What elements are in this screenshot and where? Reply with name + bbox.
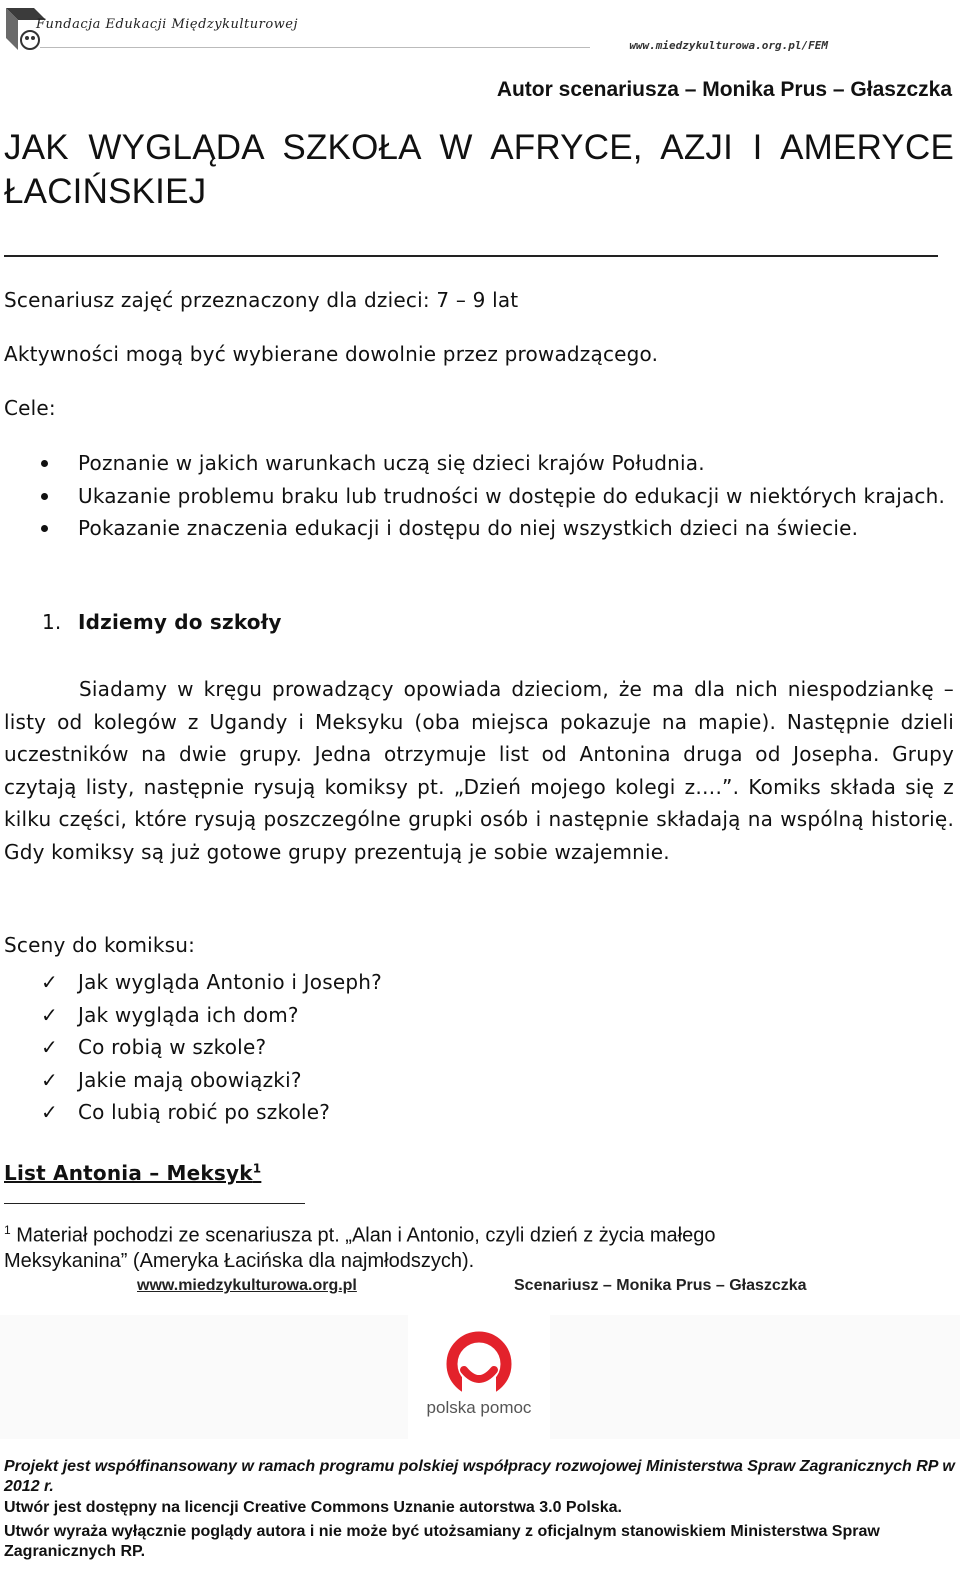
check-icon: ✓ bbox=[41, 1100, 58, 1124]
org-name: Fundacja Edukacji Międzykulturowej bbox=[36, 17, 299, 32]
footnote-divider bbox=[4, 1203, 305, 1204]
scenes-list bbox=[0, 966, 382, 1129]
legal-cofinancing: Projekt jest współfinansowany w ramach programu polskiej współpracy rozwojowej Ministerstwa Spraw Zagranicznych RP w 2012 r. bbox=[4, 1458, 955, 1495]
goals-label: Cele: bbox=[4, 396, 56, 420]
header-divider bbox=[40, 47, 590, 48]
polska-pomoc-text: polska pomoc bbox=[426, 1398, 532, 1417]
bullet-icon bbox=[41, 460, 48, 467]
section-body: Siadamy w kręgu prowadzący opowiada dzieciom, że ma dla nich niespodziankę – listy od kolegów z Ugandy i Meksyku (oba miejsca pokazuje na mapie). Następnie dzieli uczestników na dwie grupy. Jedna otrzymuje list od Antonina druga od Josepha. Grupy czytają listy, następnie rysują komiksy pt. „Dzień mojego kolegi z….”. Komiks składa się z kilku części, które rysują poszczególne grupki osób i następnie składają na wspólną historię. Gdy komiksy są już gotowe grupy prezentują je sobie wzajemnie. bbox=[4, 677, 954, 864]
section-title: Idziemy do szkoły bbox=[78, 610, 282, 634]
section-number: 1. bbox=[42, 610, 62, 634]
page-title: JAK WYGLĄDA SZKOŁA W AFRYCE, AZJI I AMERYCE ŁACIŃSKIEJ bbox=[4, 128, 954, 211]
footnote: $^1$ Materiał pochodzi ze scenariusza pt. „Alan i Antonio, czyli dzień z życia małego Meksykanina” (Ameryka Łacińska dla najmłodszych). bbox=[4, 1223, 716, 1272]
goals-list bbox=[0, 447, 960, 545]
check-icon: ✓ bbox=[41, 970, 58, 994]
activities-note: Aktywności mogą być wybierane dowolnie przez prowadzącego. bbox=[4, 342, 659, 366]
list-item: Ukazanie problemu braku lub trudności w dostępie do edukacji w niektórych krajach. bbox=[0, 480, 960, 513]
list-item: Pokazanie znaczenia edukacji i dostępu do niej wszystkich dzieci na świecie. bbox=[0, 512, 960, 545]
author-line: Autor scenariusza – Monika Prus – Głaszczka bbox=[496, 78, 952, 101]
letter-heading: List Antonia – Meksyk$^1$ bbox=[4, 1161, 262, 1185]
polska-pomoc-logo-icon bbox=[440, 1330, 518, 1400]
check-icon: ✓ bbox=[41, 1067, 58, 1092]
list-item: ✓ Jak wygląda ich dom? bbox=[0, 999, 382, 1032]
section-heading bbox=[42, 610, 282, 634]
legal-license: Utwór jest dostępny na licencji Creative Commons Uznanie autorstwa 3.0 Polska. bbox=[4, 1499, 622, 1516]
footnote-mark: 1 bbox=[4, 1223, 11, 1237]
check-icon: ✓ bbox=[41, 1002, 58, 1027]
legal-disclaimer: Utwór wyraża wyłącznie poglądy autora i nie może być utożsamiany z oficjalnym stanowiskiem Ministerstwa Spraw Zagranicznych RP. bbox=[4, 1523, 880, 1560]
scenes-heading: Sceny do komiksu: bbox=[4, 933, 196, 957]
check-icon: ✓ bbox=[41, 1035, 58, 1059]
title-underline bbox=[4, 255, 938, 257]
list-item: ✓ Co robią w szkole? bbox=[0, 1031, 382, 1064]
list-item: Poznanie w jakich warunkach uczą się dzieci krajów Południa. bbox=[0, 447, 960, 480]
age-range: Scenariusz zajęć przeznaczony dla dzieci: 7 – 9 lat bbox=[4, 288, 519, 312]
footnote-ref[interactable]: 1 bbox=[252, 1161, 262, 1176]
list-item: ✓ Jakie mają obowiązki? bbox=[0, 1064, 382, 1097]
page-header bbox=[0, 0, 960, 60]
bullet-icon bbox=[41, 493, 48, 500]
bullet-icon bbox=[41, 525, 48, 532]
header-url[interactable]: www.miedzykulturowa.org.pl/FEM bbox=[629, 39, 828, 52]
list-item: ✓ Jak wygląda Antonio i Joseph? bbox=[0, 966, 382, 999]
footer-url[interactable]: www.miedzykulturowa.org.pl bbox=[137, 1277, 357, 1294]
footer-author: Scenariusz – Monika Prus – Głaszczka bbox=[514, 1277, 807, 1294]
list-item: ✓ Co lubią robić po szkole? bbox=[0, 1096, 382, 1129]
